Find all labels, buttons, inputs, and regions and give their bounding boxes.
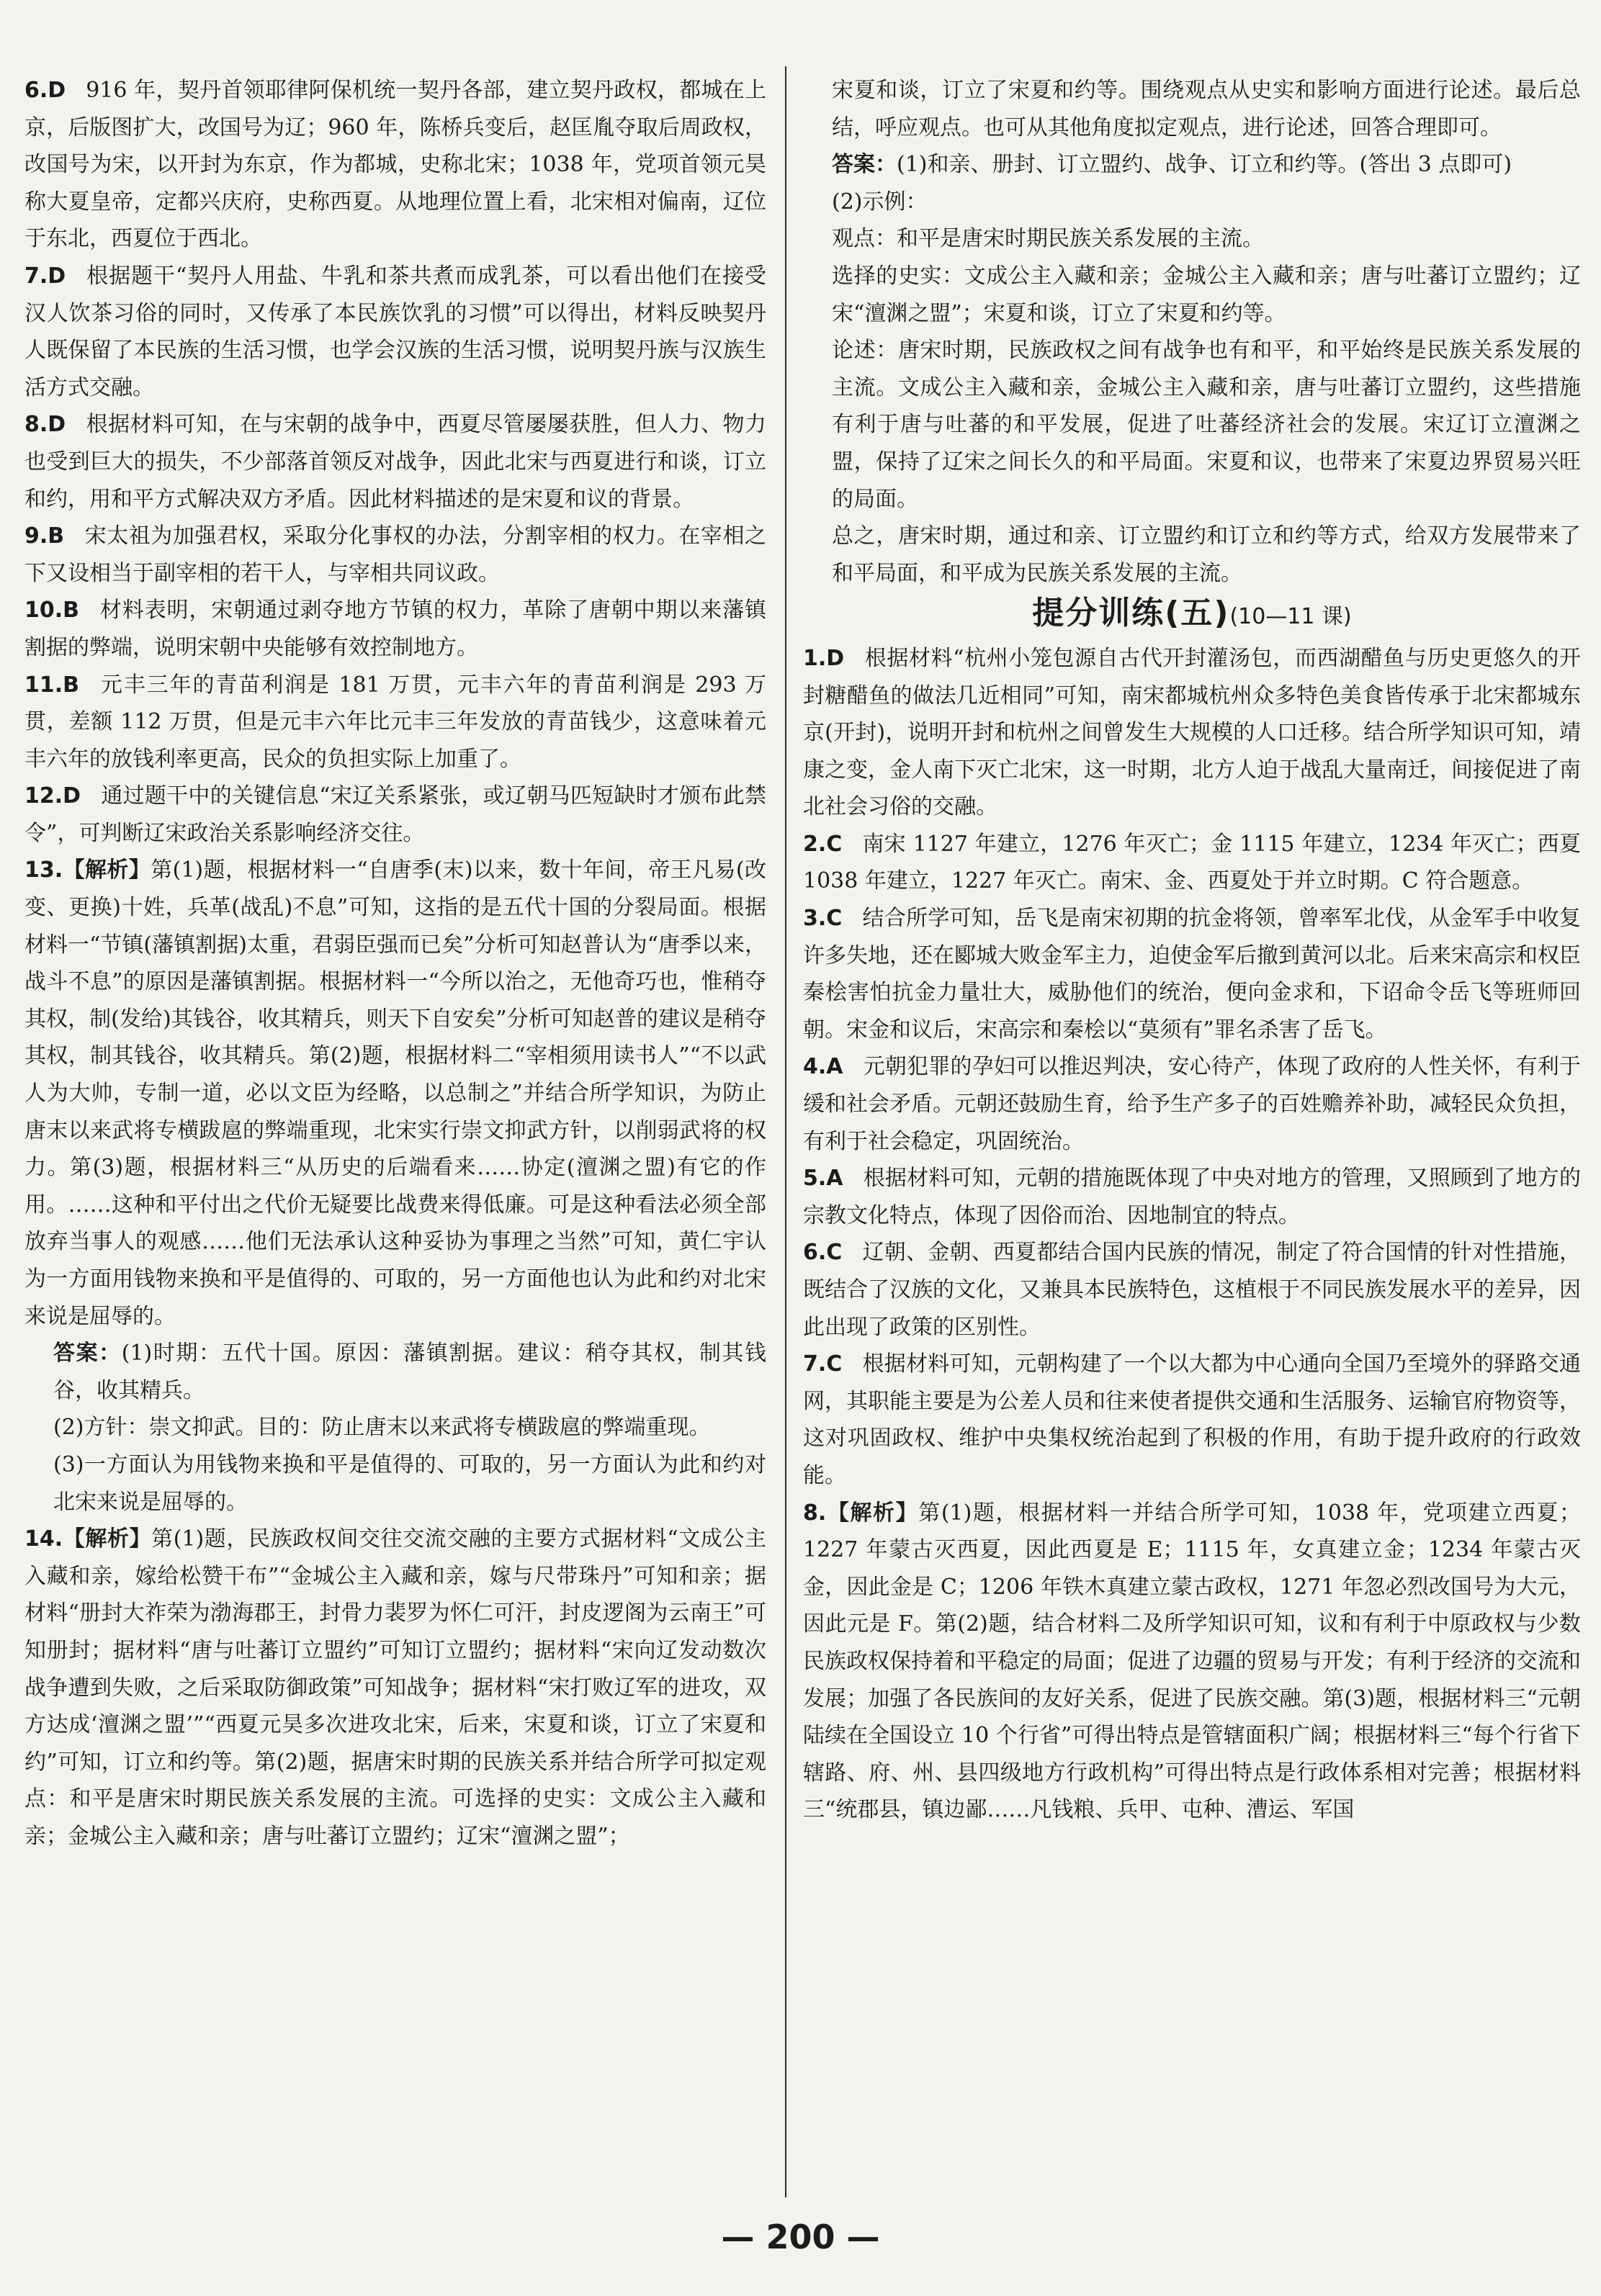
answer-number: 7.D <box>24 263 66 289</box>
answer-explanation: 根据材料“杭州小笼包源自古代开封灌汤包，而西湖醋鱼与历史更悠久的开封糖醋鱼的做法几近相同”可知，南宋都城杭州众多特色美食皆传承于北宋都城东京(开封)，说明开封和杭州之间曾发生大规模的人口迁移。结合所学知识可知，靖康之变，金人南下灭亡北宋，这一时期，北方人迫于战乱大量南迁，间接促进了南北社会习俗的交融。 <box>803 645 1581 820</box>
answer-item-7 <box>24 258 766 406</box>
answer-item-6 <box>24 72 766 258</box>
answer-number: 7.C <box>803 1351 843 1377</box>
answer-explanation: 根据材料可知，元朝构建了一个以大都为中心通向全国乃至境外的驿路交通网，其职能主要是为公差人员和往来使者提供交通和生活服务、运输官府物资等，这对巩固政权、维护中央集权统治起到了积极的作用，有助于提升政府的行政效能。 <box>803 1351 1581 1488</box>
answer-item-10 <box>24 592 766 666</box>
answer-item-12 <box>24 778 766 852</box>
answer-explanation: 根据材料可知，在与宋朝的战争中，西夏尽管屡屡获胜，但人力、物力也受到巨大的损失，不少部落首领反对战争，因此北宋与西夏进行和谈，订立和约，用和平方式解决双方矛盾。因此材料描述的是宋夏和议的背景。 <box>24 412 766 512</box>
answer-item-14 <box>24 1521 766 1855</box>
answer-explanation: 元朝犯罪的孕妇可以推迟判决，安心待产，体现了政府的人性关怀，有利于缓和社会矛盾。元朝还鼓励生育，给予生产多子的百姓赡养补助，减轻民众负担，有利于社会稳定，巩固统治。 <box>803 1054 1581 1154</box>
answer-item-13 <box>24 852 766 1335</box>
answer-label: 答案 <box>53 1341 99 1367</box>
answer-item-s1 <box>803 640 1581 826</box>
answer-number: 4.A <box>803 1054 843 1080</box>
answer-line: 答案：(1)时期：五代十国。原因：藩镇割据。建议：稍夺其权，制其钱谷，收其精兵。 <box>53 1341 767 1403</box>
answer-number: 11.B <box>24 672 80 698</box>
answer-number: 6.D <box>24 78 66 103</box>
answer-explanation: 根据题干“契丹人用盐、牛乳和茶共煮而成乳茶，可以看出他们在接受汉人饮茶习俗的同时，又传承了本民族饮乳的习惯”可以得出，材料反映契丹人既保留了本民族的生活习惯，也学会汉族的生活习惯，说明契丹族与汉族生活方式交融。 <box>24 263 766 400</box>
answer-item-s5 <box>803 1160 1581 1234</box>
answer-number: 13. <box>24 857 63 883</box>
answer-line: 答案：(1)和亲、册封、订立盟约、战争、订立和约等。(答出 3 点即可) <box>832 152 1512 178</box>
answer-explanation: 南宋 1127 年建立，1276 年灭亡；金 1115 年建立，1234 年灭亡；西夏 1038 年建立，1227 年灭亡。南宋、金、西夏处于并立时期。C 符合题意。 <box>803 831 1581 894</box>
answer-explanation: 916 年，契丹首领耶律阿保机统一契丹各部，建立契丹政权，都城在上京，后版图扩大，改国号为辽；960 年，陈桥兵变后，赵匡胤夺取后周政权，改国号为宋，以开封为东京，作为都城，史称北宋；1038 年，党项首领元昊称大夏皇帝，定都兴庆府，史称西夏。从地理位置上看，北宋相对偏南，辽位于东北，西夏位于西北。 <box>24 78 766 252</box>
answer-number: 8. <box>803 1500 827 1526</box>
answer-number: 14. <box>24 1526 63 1552</box>
section-title-sub: (10—11 课) <box>1229 604 1352 630</box>
answer-text: (3)一方面认为用钱物来换和平是值得的、可取的，另一方面认为此和约对北宋来说是屈辱的。 <box>53 1451 766 1515</box>
column-divider <box>785 66 786 2197</box>
answer-item-s4 <box>803 1048 1581 1160</box>
right-column <box>803 72 1581 1829</box>
page-number: — 200 — <box>721 2218 880 2256</box>
answer-explanation: 辽朝、金朝、西夏都结合国内民族的情况，制定了符合国情的针对性措施，既结合了汉族的文化，又兼具本民族特色，这植根于不同民族发展水平的差异，因此出现了政策的区别性。 <box>803 1240 1581 1340</box>
answer-explanation: 结合所学可知，岳飞是南宋初期的抗金将领，曾率军北伐，从金军手中收复许多失地，还在郾城大败金军主力，迫使金军后撤到黄河以北。后来宋高宗和权臣秦桧害怕抗金力量壮大，威胁他们的统治，便向金求和，下诏命令岳飞等班师回朝。宋金和议后，宋高宗和秦桧以“莫须有”罪名杀害了岳飞。 <box>803 906 1581 1043</box>
analysis-text: 第(1)题，民族政权间交往交流交融的主要方式据材料“文成公主入藏和亲，嫁给松赞干布”“金城公主入藏和亲，嫁与尺带珠丹”可知和亲；据材料“册封大祚荣为渤海郡王，封骨力裴罗为怀仁可汗，封皮逻阁为云南王”可知册封；据材料“唐与吐蕃订立盟约”可知订立盟约；据材料“宋向辽发动数次战争遭到失败，之后采取防御政策”可知战争；据材料“宋打败辽军的进攻，双方达成‘澶渊之盟’”“西夏元昊多次进攻北宋，后来，宋夏和谈，订立了宋夏和约”可知，订立和约等。第(2)题，据唐宋时期的民族关系并结合所学可拟定观点：和平是唐宋时期民族关系发展的主流。可选择的史实：文成公主入藏和亲；金城公主入藏和亲；唐与吐蕃订立盟约；辽宋“澶渊之盟”； <box>24 1526 766 1849</box>
answer-text: (1)和亲、册封、订立盟约、战争、订立和约等。(答出 3 点即可) <box>897 152 1512 178</box>
viewpoint-text: 观点：和平是唐宋时期民族关系发展的主流。 <box>832 226 1264 252</box>
analysis-label: 【解析】 <box>63 1526 152 1552</box>
answer-number: 8.D <box>24 412 66 438</box>
answer-item-s6 <box>803 1234 1581 1346</box>
analysis-continuation: 宋夏和谈，订立了宋夏和约等。围绕观点从史实和影响方面进行论述。最后总结，呼应观点。也可从其他角度拟定观点，进行论述，回答合理即可。 <box>832 78 1581 140</box>
analysis-label: 【解析】 <box>826 1500 919 1526</box>
answer-item-9 <box>24 518 766 592</box>
analysis-label: 【解析】 <box>63 857 151 883</box>
left-column <box>24 72 766 1855</box>
analysis-text: 第(1)题，根据材料一并结合所学可知，1038 年，党项建立西夏；1227 年蒙古灭西夏，因此西夏是 E；1115 年，女真建立金；1234 年蒙古灭金，因此金是 C；1206 年铁木真建立蒙古政权，1271 年忽必烈改国号为大元，因此元是 F。第(2)题，结合材料二及所学知识可知，议和有利于中原政权与少数民族政权保持着和平稳定的局面；促进了边疆的贸易与开发；有利于经济的交流和发展；加强了各民族间的友好关系，促进了民族交融。第(3)题，根据材料三“元朝陆续在全国设立 10 个行省”可得出特点是管辖面积广阔；根据材料三“每个行省下辖路、府、州、县四级地方行政机构”可得出特点是行政体系相对完善；根据材料三“统郡县，镇边鄙……凡钱粮、兵甲、屯种、漕运、军国 <box>803 1500 1582 1823</box>
answer-item-s7 <box>803 1346 1581 1494</box>
answer-number: 2.C <box>803 831 843 857</box>
answer-number: 5.A <box>803 1166 843 1192</box>
facts-text: 选择的史实：文成公主入藏和亲；金城公主入藏和亲；唐与吐蕃订立盟约；辽宋“澶渊之盟”；宋夏和谈，订立了宋夏和约等。 <box>832 263 1581 326</box>
answer-text: (2)方针：崇文抑武。目的：防止唐末以来武将专横跋扈的弊端重现。 <box>53 1415 711 1441</box>
answer-label: 答案 <box>832 152 875 178</box>
answer-text: (1)时期：五代十国。原因：藩镇割据。建议：稍夺其权，制其钱谷，收其精兵。 <box>53 1341 767 1403</box>
answer-item-s3 <box>803 900 1581 1048</box>
section-title-main: 提分训练(五) <box>1032 595 1230 632</box>
answer-item-s8 <box>803 1495 1581 1829</box>
answer-explanation: 材料表明，宋朝通过剥夺地方节镇的权力，革除了唐朝中期以来藩镇割据的弊端，说明宋朝中央能够有效控制地方。 <box>24 598 766 660</box>
answer-item-s2 <box>803 826 1581 900</box>
answer-item-8 <box>24 406 766 518</box>
answer-line <box>24 1409 766 1446</box>
answer-explanation: 根据材料可知，元朝的措施既体现了中央对地方的管理，又照顾到了地方的宗教文化特点，体现了因俗而治、因地制宜的特点。 <box>803 1166 1581 1228</box>
summary-text: 总之，唐宋时期，通过和亲、订立盟约和订立和约等方式，给双方发展带来了和平局面，和平成为民族关系发展的主流。 <box>832 523 1581 586</box>
answer-number: 10.B <box>24 598 80 623</box>
answer-number: 12.D <box>24 783 81 809</box>
answer-number: 6.C <box>803 1240 843 1266</box>
answer-explanation: 元丰三年的青苗利润是 181 万贯，元丰六年的青苗利润是 293 万贯，差额 112 万贯，但是元丰六年比元丰三年发放的青苗钱少，这意味着元丰六年的放钱利率更高，民众的负担实际上加重了。 <box>24 672 766 772</box>
analysis-text: 第(1)题，根据材料一“自唐季(末)以来，数十年间，帝王凡易(改变、更换)十姓，兵革(战乱)不息”可知，这指的是五代十国的分裂局面。根据材料一“节镇(藩镇割据)太重，君弱臣强而已矣”分析可知赵普认为“唐季以来，战斗不息”的原因是藩镇割据。根据材料一“今所以治之，无他奇巧也，惟稍夺其权，制(发给)其钱谷，收其精兵，则天下自安矣”分析可知赵普的建议是稍夺其权，制其钱谷，收其精兵。第(2)题，根据材料二“宰相须用读书人”“不以武人为大帅，专制一道，必以文臣为经略，以总制之”并结合所学知识，为防止唐末以来武将专横跋扈的弊端重现，北宋实行崇文抑武方针，以削弱武将的权力。第(3)题，根据材料三“从历史的后端看来……协定(澶渊之盟)有它的作用。……这种和平付出之代价无疑要比战费来得低廉。可是这种看法必须全部放弃当事人的观感……他们无法承认这种妥协为事理之当然”可知，黄仁宇认为一方面用钱物来换和平是值得的、可取的，另一方面他也认为此和约对北宋来说是屈辱的。 <box>24 857 766 1329</box>
answer-explanation: 宋太祖为加强君权，采取分化事权的办法，分割宰相的权力。在宰相之下又设相当于副宰相的若干人，与宰相共同议政。 <box>24 523 766 586</box>
argument-text: 论述：唐宋时期，民族政权之间有战争也有和平，和平始终是民族关系发展的主流。文成公主入藏和亲，金城公主入藏和亲，唐与吐蕃订立盟约，这些措施有利于唐与吐蕃的和平发展，促进了吐蕃经济社会的发展。宋辽订立澶渊之盟，保持了辽宋之间长久的和平局面。宋夏和议，也带来了宋夏边界贸易兴旺的局面。 <box>832 338 1581 512</box>
answer-item-11 <box>24 667 766 778</box>
example-label: (2)示例： <box>832 189 928 215</box>
answer-explanation: 通过题干中的关键信息“宋辽关系紧张，或辽朝马匹短缺时才颁布此禁令”，可判断辽宋政治关系影响经济交往。 <box>24 783 766 846</box>
answer-number: 9.B <box>24 523 65 549</box>
answer-line <box>24 1446 766 1521</box>
section-title <box>803 595 1581 636</box>
answer-number: 1.D <box>803 645 845 671</box>
answer-number: 3.C <box>803 906 843 932</box>
